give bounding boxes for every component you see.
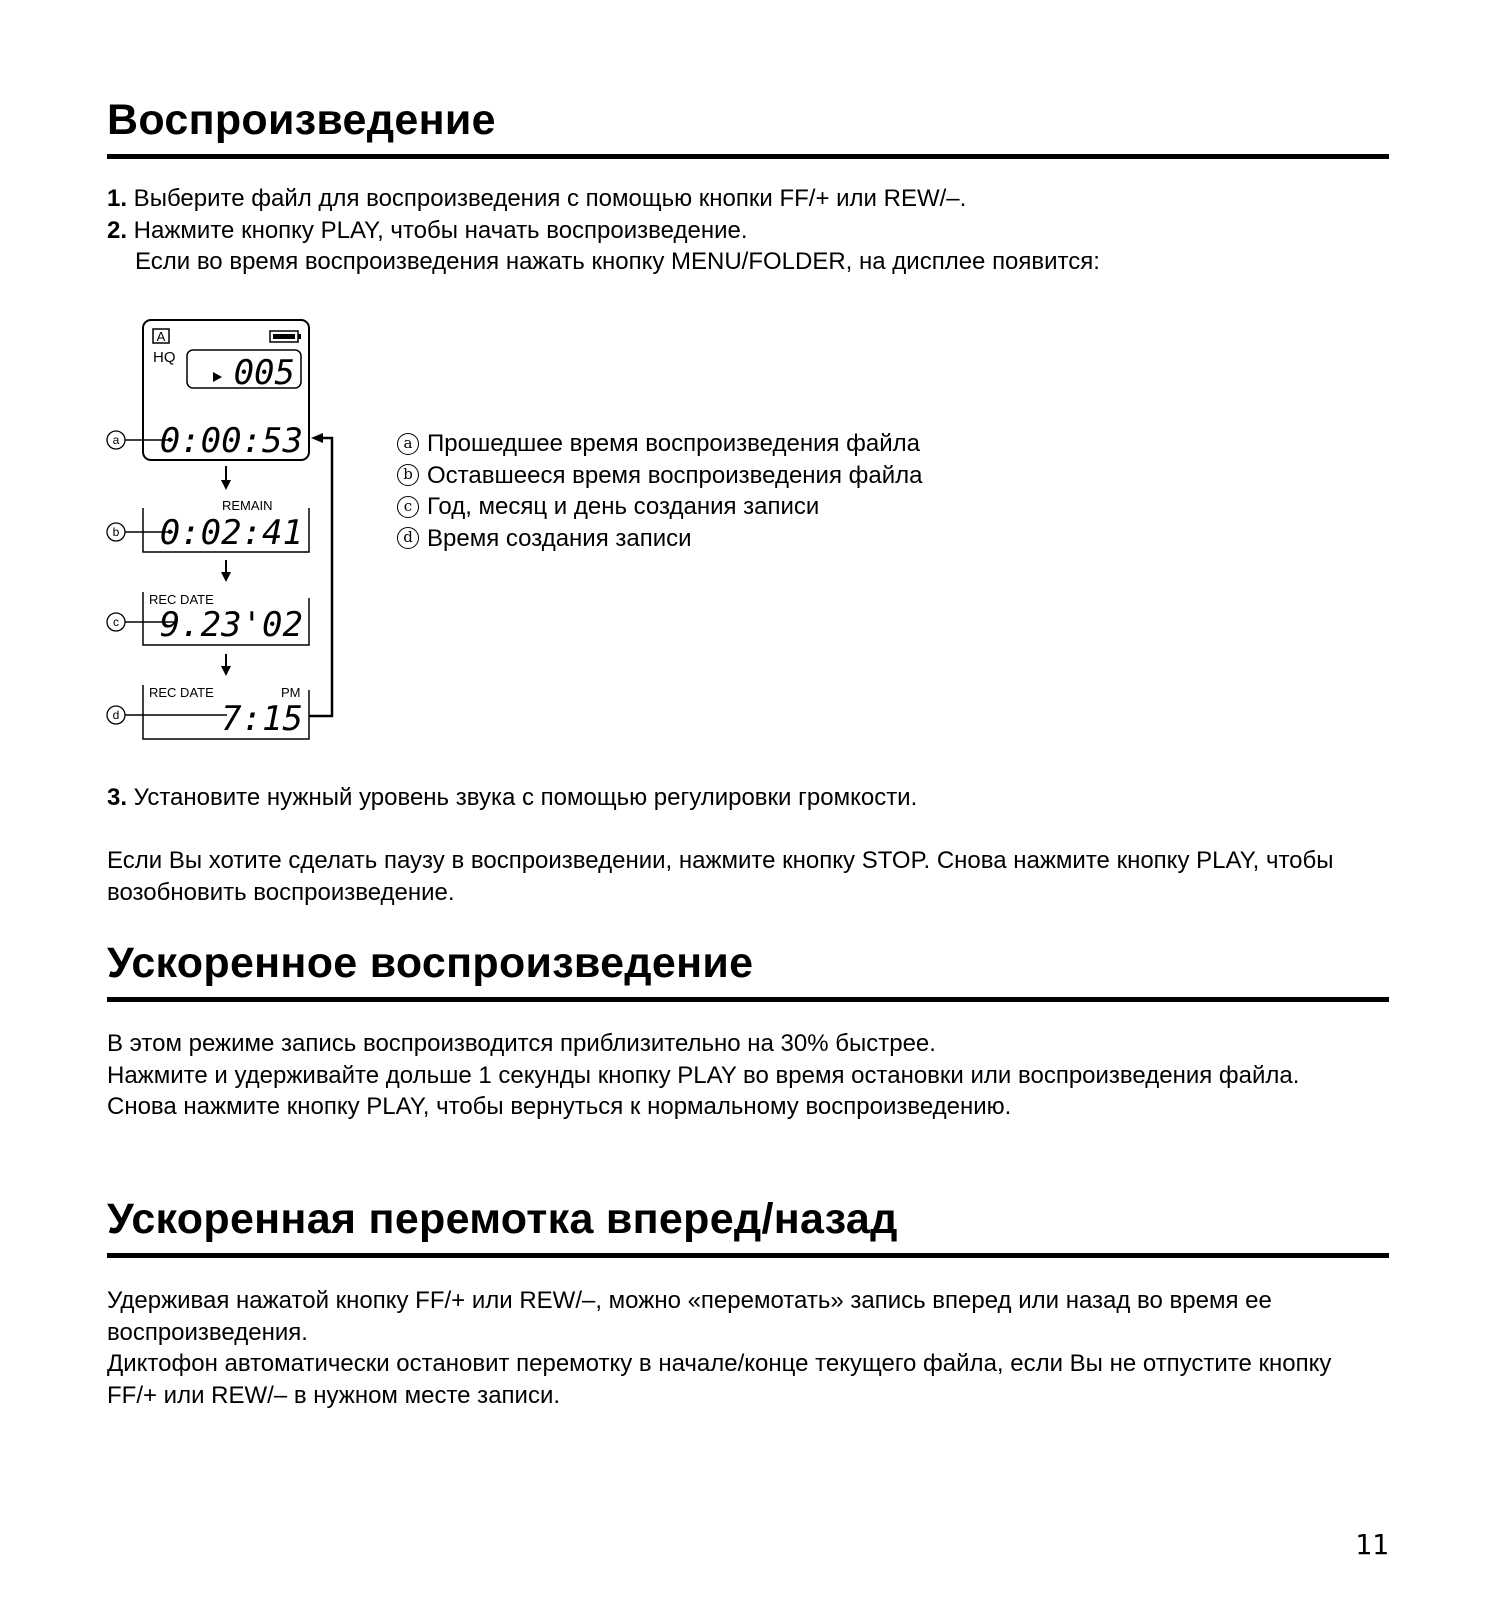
folder-indicator: A xyxy=(156,329,166,344)
svg-text:a: a xyxy=(112,433,120,447)
rewind-text: Удерживая нажатой кнопку FF/+ или REW/–, можно «перемотать» запись вперед или назад во время ее воспроизведения. Диктофон автоматически остановит перемотку в начале/конце текущего файла, если Вы не отпустите кнопку FF/+ или REW/– в нужном месте записи. xyxy=(107,1287,1332,1409)
remain-label: REMAIN xyxy=(222,498,273,513)
legend-item: c Год, месяц и день создания записи xyxy=(397,491,922,523)
display-diagram xyxy=(95,310,375,750)
battery-icon xyxy=(270,331,301,342)
svg-text:c: c xyxy=(113,615,119,629)
pm-label: PM xyxy=(281,685,301,700)
play-icon xyxy=(213,372,222,382)
step-1: 1. Выберите файл для воспроизведения с помощью кнопки FF/+ или REW/–. xyxy=(107,185,967,212)
marker-c: c xyxy=(397,496,419,518)
marker-a: a xyxy=(397,433,419,455)
svg-text:b: b xyxy=(112,525,120,539)
step-3: 3. Установите нужный уровень звука с помощью регулировки громкости. xyxy=(107,784,918,811)
legend-item: b Оставшееся время воспроизведения файла xyxy=(397,460,922,492)
section-title-fast-playback: Ускоренное воспроизведение xyxy=(107,939,1389,1002)
display-legend xyxy=(397,428,922,554)
fast-playback-text: В этом режиме запись воспроизводится приблизительно на 30% быстрее. Нажмите и удерживайте дольше 1 секунды кнопку PLAY во время остановки или воспроизведения файла. Снова нажмите кнопку PLAY, чтобы вернуться к нормальному воспроизведению. xyxy=(107,1030,1300,1120)
rec-date: 9.23'02 xyxy=(159,605,303,645)
section-title-playback: Воспроизведение xyxy=(107,96,1389,159)
rec-time: 7:15 xyxy=(221,699,303,739)
step-2: 2. Нажмите кнопку PLAY, чтобы начать воспроизведение. xyxy=(107,216,748,244)
rec-date-label: REC DATE xyxy=(149,592,214,607)
marker-d: d xyxy=(397,527,419,549)
marker-b: b xyxy=(397,464,419,486)
loop-arrow xyxy=(309,438,332,716)
quality-indicator: HQ xyxy=(153,349,176,366)
step-2-note: Если во время воспроизведения нажать кнопку MENU/FOLDER, на дисплее появится: xyxy=(135,248,1100,275)
pause-note: Если Вы хотите сделать паузу в воспроизведении, нажмите кнопку STOP. Снова нажмите кнопку PLAY, чтобы возобновить воспроизведение. xyxy=(107,847,1334,906)
svg-text:d: d xyxy=(112,708,120,722)
rec-date-label-2: REC DATE xyxy=(149,685,214,700)
playback-steps xyxy=(107,183,1397,278)
legend-item: d Время создания записи xyxy=(397,523,922,555)
page-number: 11 xyxy=(1355,1528,1389,1561)
legend-item: a Прошедшее время воспроизведения файла xyxy=(397,428,922,460)
remain-time: 0:02:41 xyxy=(159,513,303,553)
elapsed-time: 0:00:53 xyxy=(159,421,303,461)
file-number: 005 xyxy=(233,353,295,393)
section-title-rewind: Ускоренная перемотка вперед/назад xyxy=(107,1195,1389,1258)
